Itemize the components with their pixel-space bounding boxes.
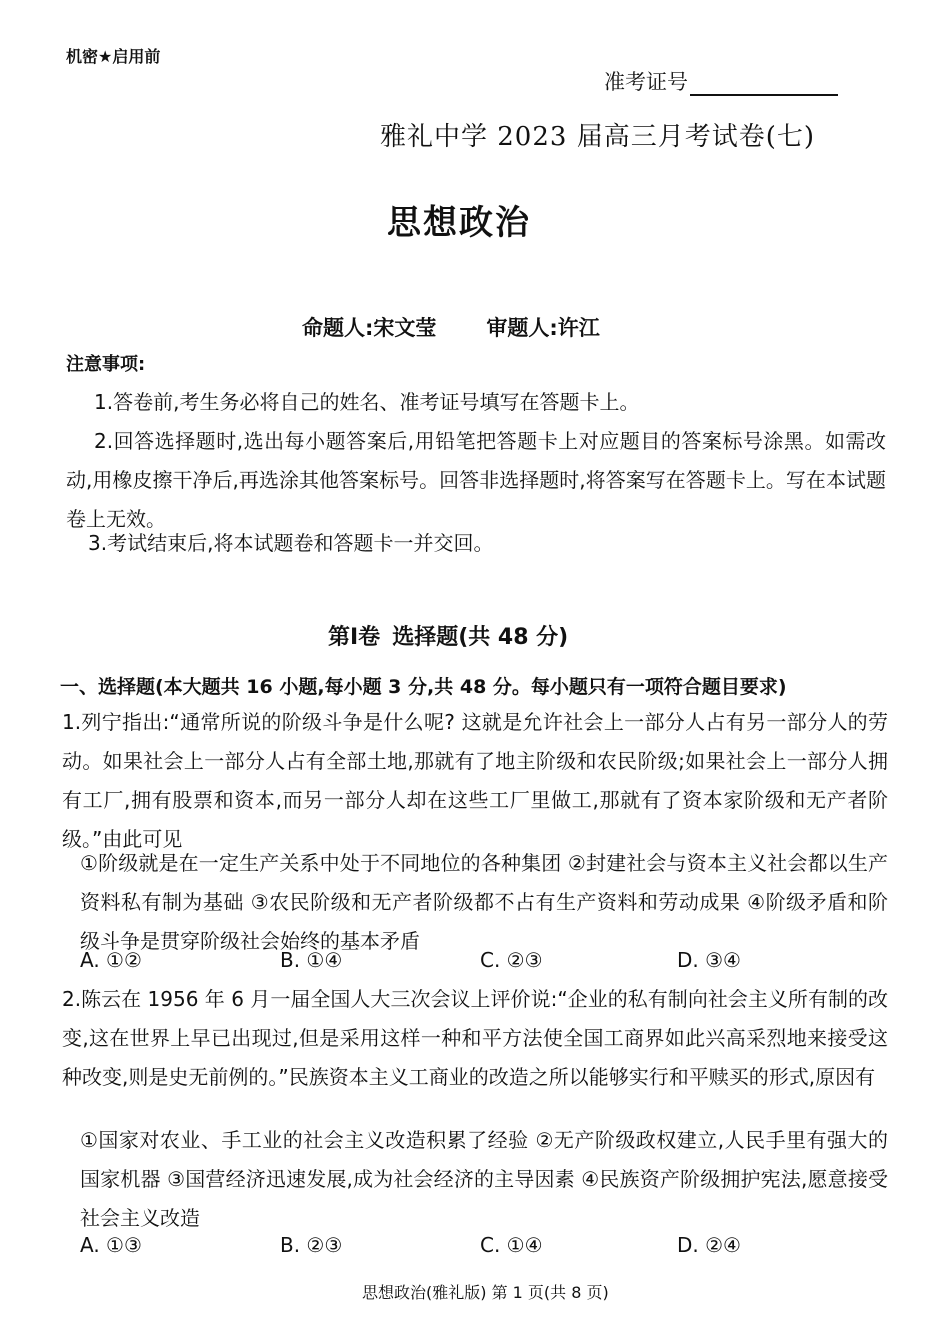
option-a: A. ①②: [80, 948, 142, 972]
question-1-statements: ①阶级就是在一定生产关系中处于不同地位的各种集团 ②封建社会与资本主义社会都以生产资料私有制为基础 ③农民阶级和无产者阶级都不占有生产资料和劳动成果 ④阶级矛盾和阶级斗争是贯穿阶级社会始终的基本矛盾: [80, 851, 888, 953]
ticket-number-field: [604, 66, 838, 96]
question-2-statements: ①国家对农业、手工业的社会主义改造积累了经验 ②无产阶级政权建立,人民手里有强大的国家机器 ③国营经济迅速发展,成为社会经济的主导因素 ④民族资产阶级拥护宪法,愿意接受社会主义改造: [80, 1128, 888, 1230]
notice-item: 2.回答选择题时,选出每小题答案后,用铅笔把答题卡上对应题目的答案标号涂黑。如需改动,用橡皮擦干净后,再选涂其他答案标号。回答非选择题时,将答案写在答题卡上。写在本试题卷上无效。: [66, 429, 886, 531]
option-d: D. ③④: [677, 948, 741, 972]
question-2-stem: 2.陈云在 1956 年 6 月一届全国人大三次会议上评价说:“企业的私有制向社会主义所有制的改变,这在世界上早已出现过,但是采用这样一种和平方法使全国工商界如此兴高采烈地来接受这种改变,则是史无前例的。”民族资本主义工商业的改造之所以能够实行和平赎买的形式,原因有: [62, 987, 888, 1089]
option-b: B. ①④: [280, 948, 343, 972]
page-footer: 思想政治(雅礼版) 第 1 页(共 8 页): [362, 1283, 609, 1302]
section-title: [328, 620, 568, 651]
exam-title: 雅礼中学 2023 届高三月考试卷(七): [380, 122, 815, 152]
option-b: B. ②③: [280, 1233, 343, 1257]
notice-item: 1.答卷前,考生务必将自己的姓名、准考证号填写在答题卡上。: [94, 390, 640, 414]
question-instruction: 一、选择题(本大题共 16 小题,每小题 3 分,共 48 分。每小题只有一项符合题目要求): [60, 676, 787, 698]
notice-item: 3.考试结束后,将本试题卷和答题卡一并交回。: [88, 531, 494, 555]
ticket-number-label: 准考证号: [604, 70, 688, 94]
ticket-number-blank: [690, 72, 838, 96]
question-1-stem: 1.列宁指出:“通常所说的阶级斗争是什么呢? 这就是允许社会上一部分人占有另一部分人的劳动。如果社会上一部分人占有全部土地,那就有了地主阶级和农民阶级;如果社会上一部分人拥有工厂,拥有股票和资本,而另一部分人却在这些工厂里做工,那就有了资本家阶级和无产者阶级。”由此可见: [62, 710, 888, 851]
option-c: C. ①④: [480, 1233, 543, 1257]
section-name: 选择题(共 48 分): [392, 625, 569, 650]
authors-line: [302, 312, 600, 342]
option-d: D. ②④: [677, 1233, 741, 1257]
option-c: C. ②③: [480, 948, 543, 972]
reviewer: 审题人:许江: [486, 316, 600, 340]
confidential-label: 机密★启用前: [66, 47, 161, 66]
subject-title: 思想政治: [387, 203, 531, 243]
notice-title: 注意事项:: [66, 354, 146, 375]
section-part: 第Ⅰ卷: [328, 625, 381, 650]
option-a: A. ①③: [80, 1233, 142, 1257]
author: 命题人:宋文莹: [302, 316, 437, 340]
